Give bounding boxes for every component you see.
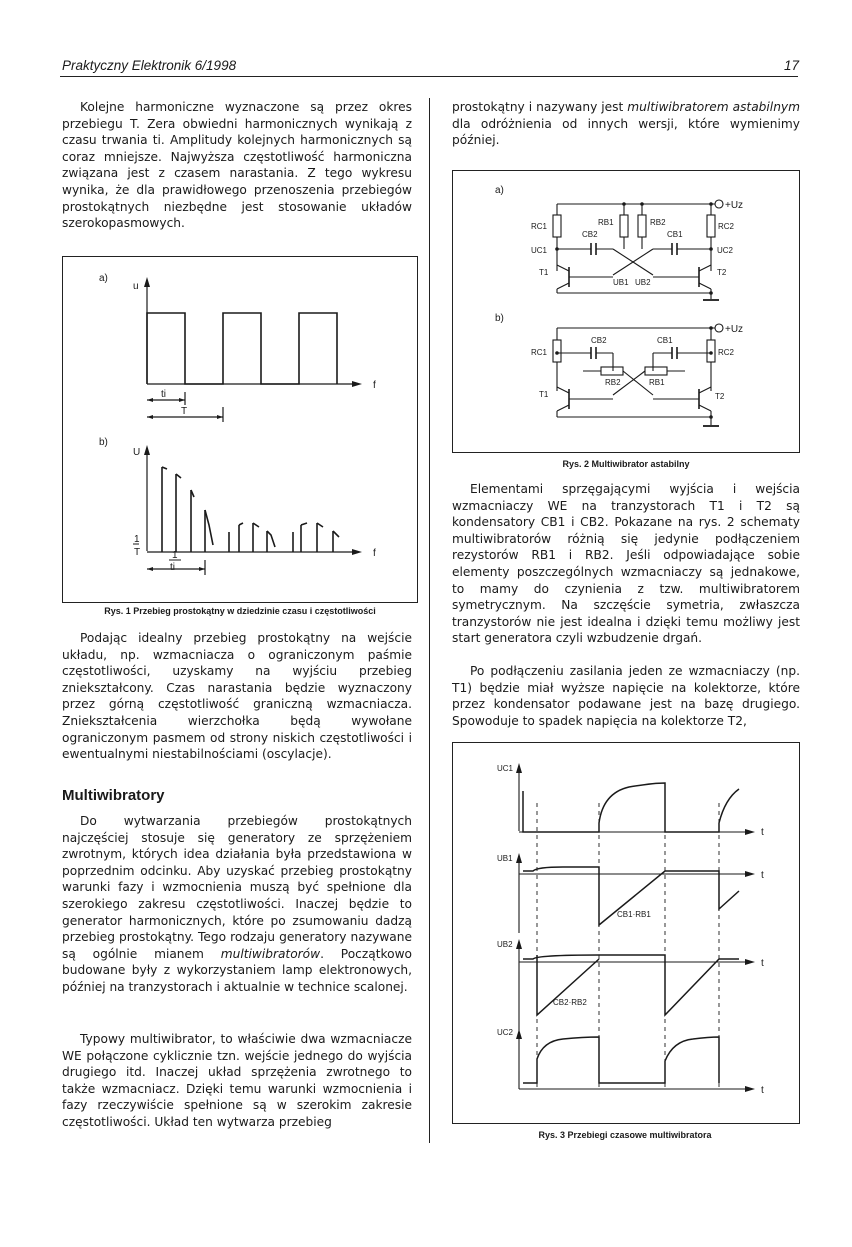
fig3-t-label-2: t [761, 870, 764, 881]
fig1b-one-numerator: 1 [134, 534, 140, 545]
fig1-a-label: a) [99, 273, 108, 284]
fig3-uc2-label: UC2 [497, 1028, 514, 1037]
fig2b-rc1-label: RC1 [531, 348, 548, 357]
figure-1 [62, 256, 418, 603]
fig2a-rc1-label: RC1 [531, 222, 548, 231]
fig1a-u-arrow [144, 277, 150, 287]
left-paragraph-3-emphasis: multiwibratorów [220, 946, 321, 961]
fig1b-one-numerator-2: 1 [172, 550, 178, 561]
fig2a-rb2-label: RB2 [650, 218, 666, 227]
fig1-b-label: b) [99, 437, 108, 448]
left-paragraph-3-end: . Początkowo budowane były z wykorzystaniem lamp elektronowych, później na tranzystorach i aktualnie w technice scalonej. [62, 946, 413, 994]
fig2b-uz-label: +Uz [725, 324, 744, 335]
fig2b-rc2-label: RC2 [718, 348, 735, 357]
fig2a-rb1 [620, 215, 628, 237]
journal-title: Praktyczny Elektronik 6/1998 [62, 58, 237, 73]
fig2a-uc2-label: UC2 [717, 246, 734, 255]
fig3-cb2rb2-label: CB2·RB2 [553, 998, 587, 1007]
fig1a-square-wave [147, 313, 337, 384]
right-paragraph-2: Elementami sprzęgającymi wyjścia i wejścia wzmacniaczy WE na tranzystorach T1 i T2 są kondensatory CB1 i CB2. Pokazane na rys. 2 schematy multiwibratorów różnią się jedynie podłączeniem rezystorów RB1 i RB2. Jeśli odpowiadające sobie elementy poszczególnych wzmacniaczy są jednakowe, to mamy do czynienia z tzw. multiwibratorem symetrycznym. Na szczęście symetria, zwłaszcza tranzystorów nie jest idealna i dzięki temu możliwy jest start generatora czyli wzbudzenie drgań. [452, 482, 800, 646]
fig1b-ti-denominator: ti [170, 562, 175, 573]
figure-3 [452, 742, 800, 1124]
figure-1-drawing [63, 257, 417, 602]
page-number: 17 [784, 58, 800, 73]
fig2a-rc2-label: RC2 [718, 222, 735, 231]
fig2a-rc1 [553, 215, 561, 237]
fig1b-U-arrow [144, 445, 150, 455]
figure-2-caption: Rys. 2 Multiwibrator astabilny [562, 459, 690, 469]
fig2b-t2-label: T2 [715, 392, 725, 401]
fig2a-cb1-label: CB1 [667, 230, 683, 239]
fig2b-rb1 [645, 367, 667, 375]
left-paragraph-4: Typowy multiwibrator, to właściwie dwa wzmacniacze WE połączone cyklicznie tzn. wejście jednego do wyjścia drugiego itd. Inaczej układ sprzężenia zwrotnego to także wzmacniacz. Dzięki temu warunki wzmocnienia i fazy rzeczywiście spełnione są w szerokim zakresie częstotliwości. Układ ten wytwarza przebieg [62, 1032, 412, 1129]
fig2b-rb1-label: RB1 [649, 378, 665, 387]
figure-2 [452, 170, 800, 453]
right-paragraph-1 [452, 99, 800, 149]
left-paragraph-3-start: Do wytwarzania przebiegów prostokątnych najczęściej stosuje się generatory ze sprzężeniem zwrotnym, których idea działania była przedstawiona w poprzednim odcinku. Aby uzyskać przebieg prostokątny warunki fazy i wzmocnienia muszą być spełnione dla szerokiego zakresu częstotliwości. Inaczej będzie to generator harmonicznych, które po zsumowaniu dadzą przebieg prostokątny. Tego rodzaju generatory nazywane są ogólnie mianem [62, 814, 412, 961]
figure-2-drawing [453, 171, 799, 452]
fig2b-rc1 [553, 340, 561, 362]
section-heading: Multiwibratory [62, 787, 165, 804]
fig2-a-label: a) [495, 185, 504, 196]
fig2b-cb2-label: CB2 [591, 336, 607, 345]
fig1a-T-label: T [181, 406, 188, 417]
fig1b-f-label: f [373, 548, 376, 559]
fig3-uc1-waveform [523, 783, 739, 832]
column-divider [429, 98, 430, 1143]
left-paragraph-3 [62, 813, 412, 996]
fig2a-rb1-label: RB1 [598, 218, 614, 227]
fig2a-uc1-label: UC1 [531, 246, 548, 255]
fig2a-ub1-label: UB1 [613, 278, 629, 287]
fig3-uc2-waveform [523, 1037, 719, 1083]
fig2a-rb2 [638, 215, 646, 237]
fig2a-cb2-label: CB2 [582, 230, 598, 239]
fig2b-rb2-label: RB2 [605, 378, 621, 387]
fig3-t-label-3: t [761, 958, 764, 969]
fig2b-rc2 [707, 340, 715, 362]
fig1b-U-label: U [133, 447, 141, 458]
fig3-cb1rb1-label: CB1·RB1 [617, 910, 651, 919]
fig1a-f-arrow [352, 381, 362, 387]
fig2a-uz-label: +Uz [725, 200, 744, 211]
figure-1-caption: Rys. 1 Przebieg prostokątny w dziedzinie czasu i częstotliwości [104, 606, 376, 616]
fig3-t-label-4: t [761, 1085, 764, 1096]
left-paragraph-2: Podając idealny przebieg prostokątny na wejście układu, np. wzmacniacza o ograniczonym paśmie częstotliwości, uzyskamy na wyjściu przebieg zniekształcony. Czas narastania będzie wyznaczony przez górną częstotliwość graniczną wzmacniacza. Zniekształcenia wierzchołka będą wywołane ograniczonym pasmem od strony niskich częstotliwości i ewentualnymi niestabilnościami (oscylacje). [62, 631, 412, 762]
fig1a-ti-label: ti [161, 389, 166, 400]
fig2a-supply-terminal [715, 200, 723, 208]
fig1b-f-arrow [352, 549, 362, 555]
fig3-ub2-label: UB2 [497, 940, 513, 949]
fig1b-T-denominator: T [134, 547, 141, 558]
left-paragraph-1: Kolejne harmoniczne wyznaczone są przez okres przebiegu T. Zera obwiedni harmonicznych wynikają z czasu trwania ti. Amplitudy kolejnych harmonicznych są coraz mniejsze. Najwyższa częstotliwość harmoniczna związana jest z czasem narastania. Z tego wykresu wynika, że dla prawidłowego przenoszenia przebiegów prostokątnych niezbędne jest stosowanie układów szerokopasmowych. [62, 100, 412, 231]
right-paragraph-1-end: dla odróżnienia od innych wersji, które wymienimy później. [452, 116, 800, 148]
fig1a-u-label: u [133, 281, 139, 292]
fig2a-ub2-label: UB2 [635, 278, 651, 287]
fig3-ub1-label: UB1 [497, 854, 513, 863]
fig2a-rc2 [707, 215, 715, 237]
fig2b-rb2 [601, 367, 623, 375]
fig2a-t1-label: T1 [539, 268, 549, 277]
fig2a-t2-label: T2 [717, 268, 727, 277]
fig3-uc1-label: UC1 [497, 764, 514, 773]
fig2b-supply-terminal [715, 324, 723, 332]
fig1a-f-label: f [373, 380, 376, 391]
fig3-t-label-1: t [761, 827, 764, 838]
right-paragraph-3: Po podłączeniu zasilania jeden ze wzmacniaczy (np. T1) będzie miał wyższe napięcie na kolektorze, które przez kondensator podawane jest na bazę drugiego. Spowoduje to spadek napięcia na kolektorze T2, [452, 664, 800, 728]
fig2b-cb1-label: CB1 [657, 336, 673, 345]
figure-3-drawing [453, 743, 799, 1123]
fig1b-spectrum [162, 467, 339, 552]
fig2-b-label: b) [495, 313, 504, 324]
header-rule [60, 76, 798, 77]
figure-3-caption: Rys. 3 Przebiegi czasowe multiwibratora [538, 1130, 712, 1140]
right-paragraph-1-emphasis: multiwibratorem astabilnym [627, 100, 800, 114]
right-paragraph-1-start: prostokątny i nazywany jest [452, 100, 628, 114]
fig2b-t1-label: T1 [539, 390, 549, 399]
